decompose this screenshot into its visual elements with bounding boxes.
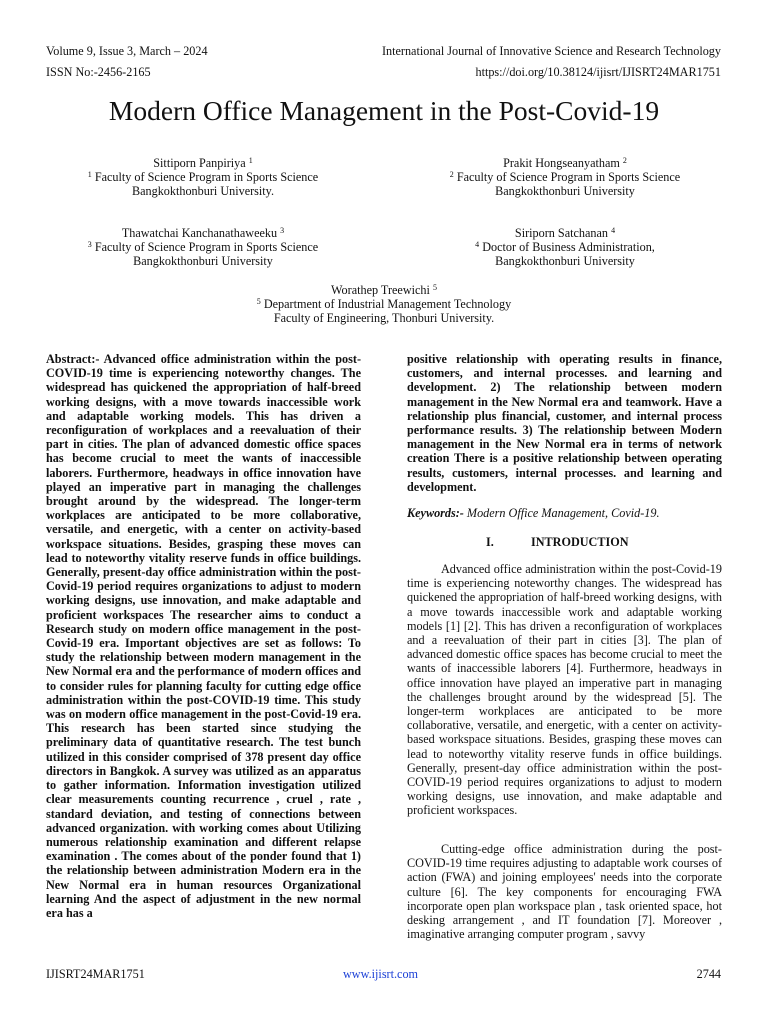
affiliation-university: Bangkokthonburi University xyxy=(133,254,273,268)
affiliation: Faculty of Science Program in Sports Science xyxy=(456,170,681,184)
affiliation: Doctor of Business Administration, xyxy=(482,240,655,254)
abstract-left-column xyxy=(46,352,361,942)
keywords-label: Keywords:- xyxy=(407,506,464,520)
affiliation-university: Bangkokthonburi University xyxy=(495,184,635,198)
keywords-text: Modern Office Management, Covid-19. xyxy=(466,506,660,520)
author-sup: 2 xyxy=(622,156,627,165)
section-number: I. xyxy=(486,535,494,549)
author-block-4 xyxy=(400,226,730,268)
affiliation-university: Bangkokthonburi University. xyxy=(131,184,275,198)
abstract-continuation: positive relationship with operating results in finance, customers, and internal processes. and learning and development. 2) The relationship between modern management in the New Normal era and teamwork. Have a relationship plus financial, customer, and internal process performance results. 3) The relationship between Modern management in the New Normal era in terms of network creation There is a positive relationship between operating results, customers, internal processes. and learning and development. xyxy=(407,352,722,494)
author-sup: 1 xyxy=(248,156,253,165)
author-sup: 3 xyxy=(280,226,285,235)
affiliation-university: Bangkokthonburi University xyxy=(495,254,635,268)
author-name: Thawatchai Kanchanathaweeku xyxy=(121,226,278,240)
journal-doi-link[interactable]: https://doi.org/10.38124/ijisrt/IJISRT24MAR1751 xyxy=(475,65,721,79)
footer-page-number: 2744 xyxy=(696,967,721,981)
author-name: Prakit Hongseanyatham xyxy=(503,156,620,170)
section-heading: INTRODUCTION xyxy=(531,535,629,549)
author-block-3 xyxy=(38,226,368,268)
author-block-5 xyxy=(219,283,549,325)
author-block-1 xyxy=(38,156,368,198)
footer-website-link[interactable]: www.ijisrt.com xyxy=(343,967,419,981)
intro-paragraph-2: Cutting-edge office administration during the post-COVID-19 time requires adjusting to adaptable work courses of action (FWA) and joining employees' needs into the corporate culture [6]. The key components for encouraging FWA incorporate open plan workspace plan , task oriented space, hot desking arrangement , and IT foundation [7]. Moreover , imaginative arranging computer program , savvy xyxy=(407,842,722,942)
affiliation: Department of Industrial Management Technology xyxy=(263,297,512,311)
affiliation-sup: 4 xyxy=(475,240,480,249)
abstract-text: Abstract:- Advanced office administration within the post-COVID-19 time is experiencing noteworthy changes. The widespread has quickened the appropriation of half-breed working designs, with a move towards inaccessible work and adaptable working models. This has driven a reconfiguration of workplaces and a reevaluation of their part in cities. The plan of advanced domestic office spaces has become crucial to meet the wants of inaccessible laborers. Furthermore, headways in office innovation have played an imperative part in managing the challenges brought around by the widespread. The longer-term workplaces are anticipated to be more collaborative, versatile, and energetic, with a center on activity-based workspace situations. Besides, grasping these moves can lead to noteworthy vitality reserve funds in office buildings. Generally, present-day office administration within the post-Covid-19 period requires organizations to adjust to modern working designs, use innovation, and make adaptable and proficient workspaces The researcher aims to conduct a Research study on modern office management in the post-Covid-19 era. Important objectives are set as follows: To study the relationship between modern management in the New Normal era and the performance of modern offices and to consider rules for planning faculty for cutting edge office administration within the post-COVID-19 time. This study was on modern office management in the post-Covid-19 era. This research has been started since studying the preliminary data of quantitative research. The test bunch utilized in this consider comprised of 378 present day office directors in Bangkok. A survey was utilized as an apparatus to gather information. Information investigation utilized clear measurements counting recurrence , cruel , rate , standard deviation, and testing of connections between advanced organization. with working comes about Utilizing numerous relationship examination and different relapse examination . The comes about of the ponder found that 1) the relationship between administration Modern era in the New Normal era in human resources Organizational learning And the aspect of adjustment in the new normal era has a xyxy=(46,352,361,920)
paper-title: Modern Office Management in the Post-Covid-19 xyxy=(108,95,660,126)
affiliation-sup: 2 xyxy=(449,170,454,179)
affiliation: Faculty of Science Program in Sports Science xyxy=(94,170,319,184)
affiliation: Faculty of Science Program in Sports Science xyxy=(94,240,319,254)
intro-paragraph-1: Advanced office administration within the post-Covid-19 time is experiencing noteworthy changes. The widespread has quickened the appropriation of half-breed working designs, with a move towards inaccessible work and adaptable working models [1] [2]. This has driven a reconfiguration of workplaces and a reevaluation of their part in cities [3]. The plan of advanced domestic office spaces has become crucial to meet the wants of inaccessible laborers [4]. Furthermore, headways in office innovation have played an imperative part in managing the challenges brought around by the widespread [5]. The longer-term workplaces are anticipated to be more collaborative, versatile, and energetic, with a center on activity-based workspace situations. Besides, grasping these moves can lead to noteworthy vitality reserve funds in office buildings. Generally, present-day office administration within the post-COVID-19 period requires organizations to adjust to modern working designs, use innovation, and make adaptable and proficient workspaces. xyxy=(407,562,722,818)
intro-paragraph-2-container xyxy=(407,842,722,942)
affiliation-sup: 5 xyxy=(256,297,261,306)
journal-volume: Volume 9, Issue 3, March – 2024 xyxy=(46,44,208,58)
footer-paper-id: IJISRT24MAR1751 xyxy=(46,967,145,981)
affiliation-university: Faculty of Engineering, Thonburi University. xyxy=(273,311,495,325)
author-name: Sittiporn Panpiriya xyxy=(153,156,246,170)
intro-paragraph-1-container xyxy=(407,562,722,818)
author-name: Siriporn Satchanan xyxy=(514,226,609,240)
abstract-right-column xyxy=(407,352,722,494)
author-sup: 4 xyxy=(611,226,616,235)
journal-name: International Journal of Innovative Science and Research Technology xyxy=(381,44,721,58)
keywords xyxy=(407,506,722,520)
journal-issn: ISSN No:-2456-2165 xyxy=(46,65,151,79)
affiliation-sup: 3 xyxy=(87,240,92,249)
author-sup: 5 xyxy=(432,283,437,292)
author-block-2 xyxy=(400,156,730,198)
affiliation-sup: 1 xyxy=(87,170,92,179)
author-name: Worathep Treewichi xyxy=(331,283,430,297)
